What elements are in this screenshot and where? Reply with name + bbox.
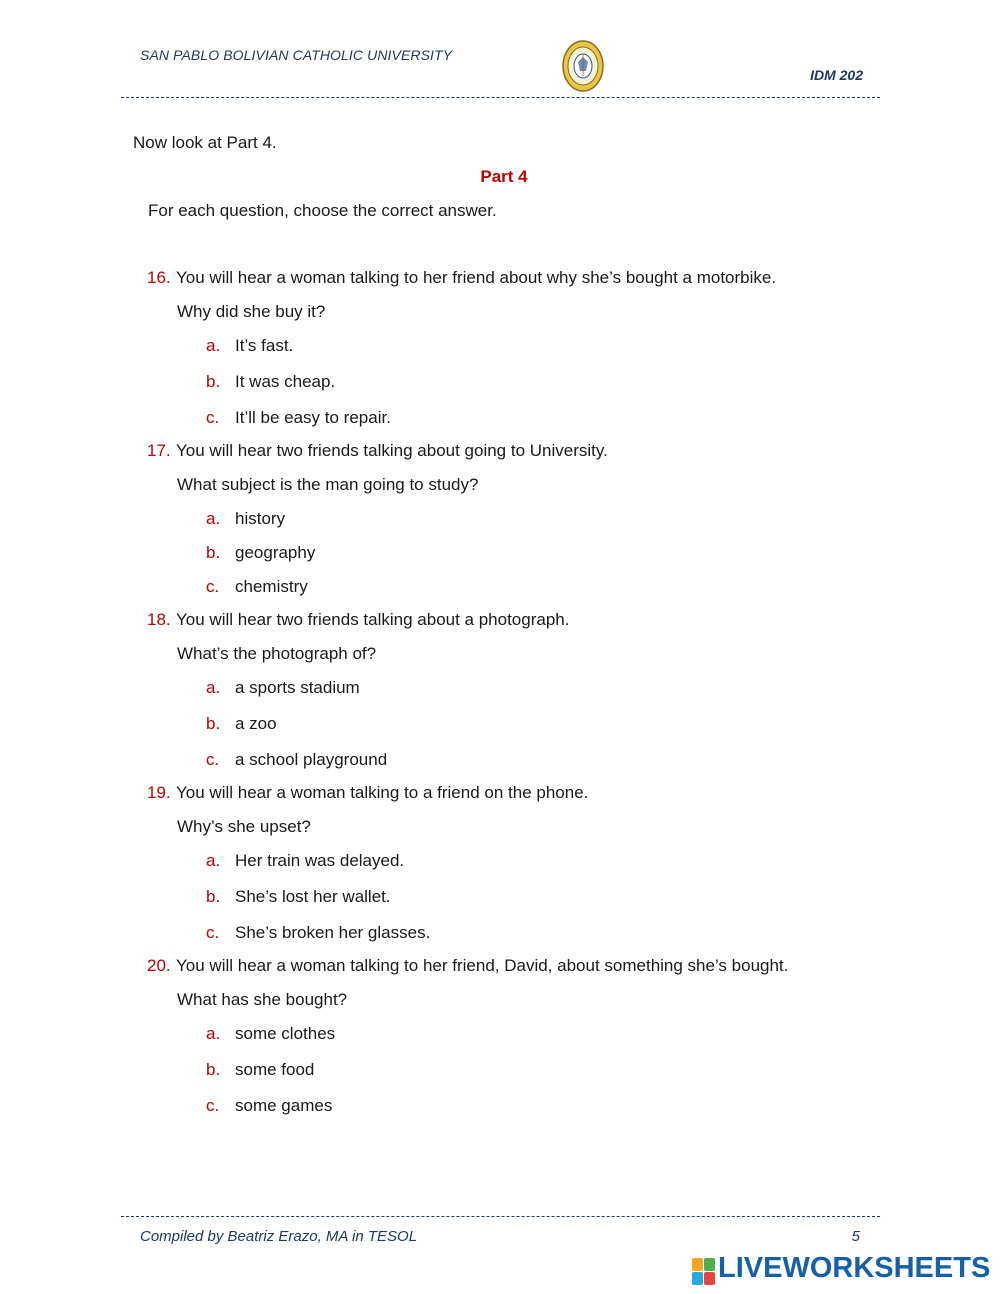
option-letter: a.: [206, 336, 221, 355]
page-number: 5: [851, 1228, 860, 1245]
option-text: some clothes: [235, 1024, 336, 1043]
question-number: 17.: [147, 441, 171, 460]
option-text: Her train was delayed.: [235, 851, 405, 870]
question-number: 16.: [147, 268, 171, 287]
footer-compiled-by: Compiled by Beatriz Erazo, MA in TESOL: [140, 1228, 418, 1245]
option-text: It’s fast.: [235, 336, 294, 355]
option-letter: a.: [206, 851, 221, 870]
question-number: 19.: [147, 783, 171, 802]
question-number: 18.: [147, 610, 171, 629]
option-text: geography: [235, 543, 316, 562]
question-prompt: Why’s she upset?: [177, 817, 311, 836]
question-text: You will hear a woman talking to a friend on the phone.: [176, 783, 589, 802]
option-text: She’s lost her wallet.: [235, 887, 391, 906]
question-text: You will hear two friends talking about a photograph.: [176, 610, 570, 629]
option-letter: b.: [206, 714, 221, 733]
option-letter: a.: [206, 1024, 221, 1043]
question-text: You will hear a woman talking to her friend, David, about something she’s bought.: [176, 956, 789, 975]
question-number: 20.: [147, 956, 171, 975]
question-text: You will hear a woman talking to her friend about why she’s bought a motorbike.: [176, 268, 777, 287]
liveworksheets-logo-icon: [692, 1256, 716, 1288]
option-text: a school playground: [235, 750, 388, 769]
instruction-text: For each question, choose the correct answer.: [148, 201, 497, 220]
question-prompt: What has she bought?: [177, 990, 348, 1009]
option-letter: c.: [206, 408, 220, 427]
option-letter: a.: [206, 509, 221, 528]
option-letter: c.: [206, 1096, 220, 1115]
question-prompt: Why did she buy it?: [177, 302, 326, 321]
option-text: history: [235, 509, 286, 528]
intro-text: Now look at Part 4.: [133, 133, 277, 152]
option-letter: b.: [206, 543, 221, 562]
option-letter: c.: [206, 577, 220, 596]
option-letter: a.: [206, 678, 221, 697]
option-text: some food: [235, 1060, 315, 1079]
university-seal-icon: [562, 40, 604, 92]
header-university: SAN PABLO BOLIVIAN CATHOLIC UNIVERSITY: [140, 47, 453, 63]
part-title: Part 4: [480, 167, 528, 186]
option-text: chemistry: [235, 577, 308, 596]
option-text: a zoo: [235, 714, 277, 733]
footer-divider: [121, 1216, 880, 1217]
option-text: It’ll be easy to repair.: [235, 408, 391, 427]
liveworksheets-brand: LIVEWORKSHEETS: [718, 1252, 991, 1284]
option-letter: b.: [206, 887, 221, 906]
option-text: It was cheap.: [235, 372, 336, 391]
question-prompt: What’s the photograph of?: [177, 644, 377, 663]
header-course-code: IDM 202: [810, 67, 863, 83]
option-text: a sports stadium: [235, 678, 360, 697]
option-letter: c.: [206, 750, 220, 769]
question-prompt: What subject is the man going to study?: [177, 475, 479, 494]
header-divider: [121, 97, 880, 98]
option-text: She’s broken her glasses.: [235, 923, 431, 942]
option-letter: b.: [206, 372, 221, 391]
option-letter: b.: [206, 1060, 221, 1079]
option-letter: c.: [206, 923, 220, 942]
question-text: You will hear two friends talking about going to University.: [176, 441, 608, 460]
option-text: some games: [235, 1096, 333, 1115]
